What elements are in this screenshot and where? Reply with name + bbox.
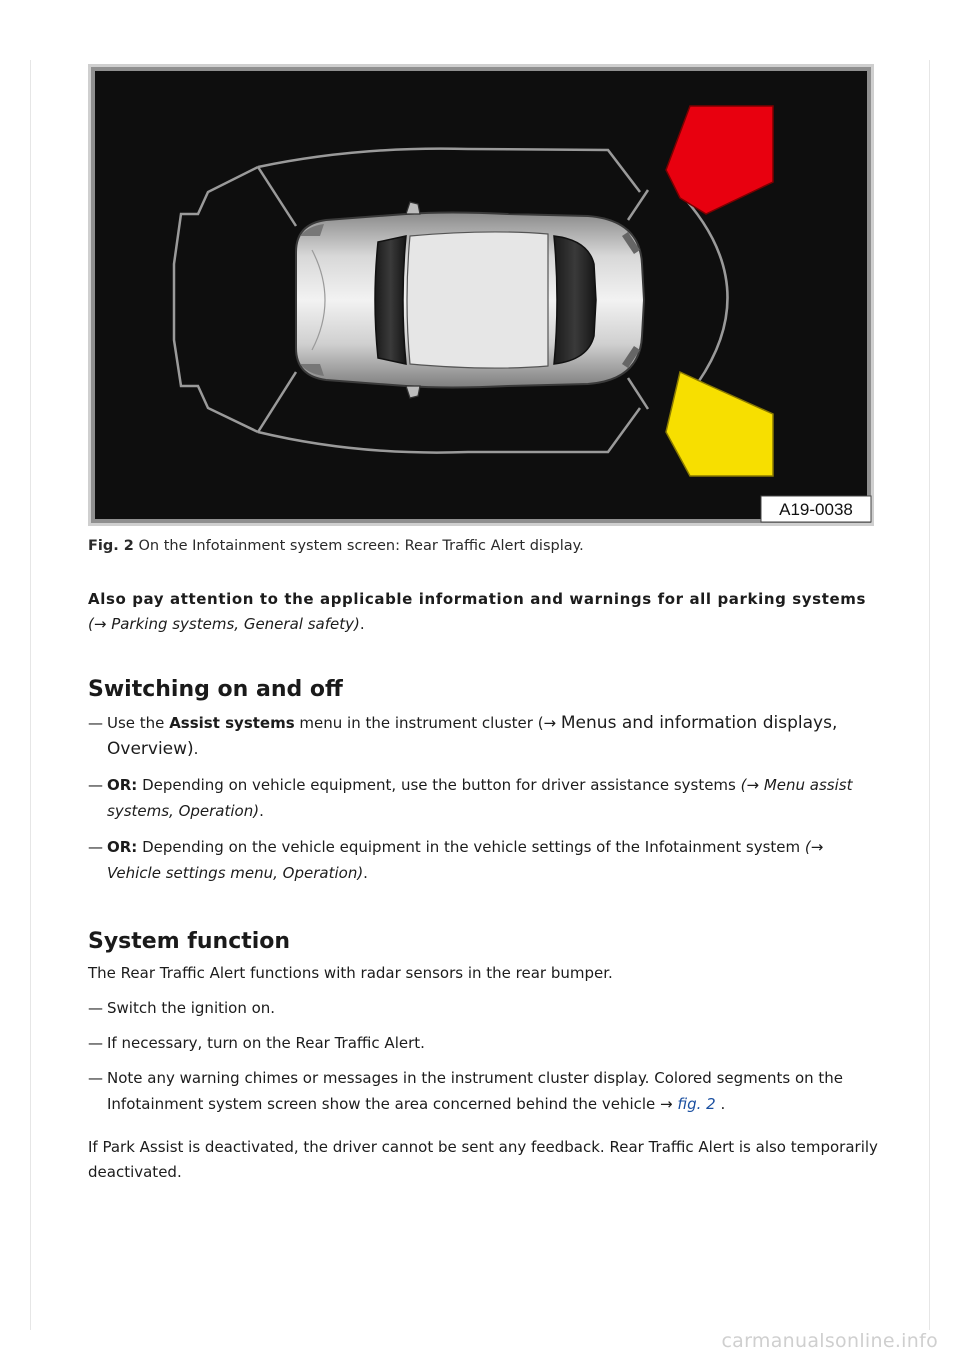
- watermark: carmanualsonline.info: [721, 1330, 938, 1352]
- closing-paragraph: If Park Assist is deactivated, the driver cannot be sent any feedback. Rear Traffic Alert is also temporarily deactivated.: [88, 1138, 878, 1181]
- step-text: Switch the ignition on.: [107, 999, 276, 1017]
- step-bold: OR:: [107, 838, 138, 856]
- list-item: [88, 710, 878, 762]
- figure-link[interactable]: fig. 2: [677, 1095, 716, 1113]
- list-item: [88, 1065, 878, 1117]
- list-item: [88, 834, 878, 886]
- page-border-right: [929, 60, 930, 1330]
- section-heading-function: System function: [88, 929, 291, 954]
- list-dash: —: [88, 999, 103, 1017]
- list-item: [88, 772, 878, 824]
- figure-code: A19-0038: [779, 500, 853, 519]
- list-item: [88, 1030, 878, 1056]
- step-bold: Assist systems: [169, 714, 295, 732]
- rear-traffic-alert-figure: [88, 64, 874, 526]
- list-dash: —: [88, 1069, 103, 1087]
- safety-note-end: .: [359, 615, 365, 633]
- list-item: [88, 995, 878, 1021]
- list-dash: —: [88, 714, 103, 732]
- figure-caption: [88, 538, 584, 554]
- step-end: .: [193, 740, 199, 758]
- safety-note-reference[interactable]: (→ Parking systems, General safety): [88, 615, 360, 633]
- function-steps-list: [88, 995, 878, 1127]
- step-text: If necessary, turn on the Rear Traffic Alert.: [107, 1034, 425, 1052]
- step-end: .: [363, 864, 368, 882]
- step-text: Note any warning chimes or messages in the instrument cluster display. Colored segments on the Infotainment system screen show the area concerned behind the vehicle: [107, 1069, 844, 1113]
- arrow-icon: →: [660, 1095, 673, 1113]
- function-intro: The Rear Traffic Alert functions with radar sensors in the rear bumper.: [88, 964, 613, 982]
- step-reference[interactable]: (→ Menu assist systems, Operation): [107, 776, 853, 820]
- step-text: menu in the instrument cluster (→: [294, 714, 561, 732]
- step-bold: OR:: [107, 776, 138, 794]
- figure-caption-text: On the Infotainment system screen: Rear Traffic Alert display.: [138, 538, 584, 554]
- step-text: Depending on the vehicle equipment in the vehicle settings of the Infotainment system: [137, 838, 805, 856]
- step-end: .: [259, 802, 264, 820]
- list-dash: —: [88, 838, 103, 856]
- list-dash: —: [88, 1034, 103, 1052]
- page-border-left: [30, 60, 31, 1330]
- switching-steps-list: [88, 710, 878, 896]
- step-reference[interactable]: Menus and information displays, Overview): [107, 713, 838, 759]
- section-heading-switching: Switching on and off: [88, 677, 343, 702]
- step-end: .: [715, 1095, 726, 1113]
- figure-caption-label: Fig. 2: [88, 538, 134, 554]
- safety-note-strong: Also pay attention to the applicable information and warnings for all parking systems: [88, 590, 867, 608]
- infotainment-screen-illustration: [88, 64, 874, 526]
- step-text: Depending on vehicle equipment, use the button for driver assistance systems: [137, 776, 741, 794]
- safety-note: [88, 587, 878, 637]
- list-dash: —: [88, 776, 103, 794]
- step-reference[interactable]: (→ Vehicle settings menu, Operation): [107, 838, 824, 882]
- step-text: Use the: [107, 714, 170, 732]
- vehicle-top-view: [296, 202, 644, 398]
